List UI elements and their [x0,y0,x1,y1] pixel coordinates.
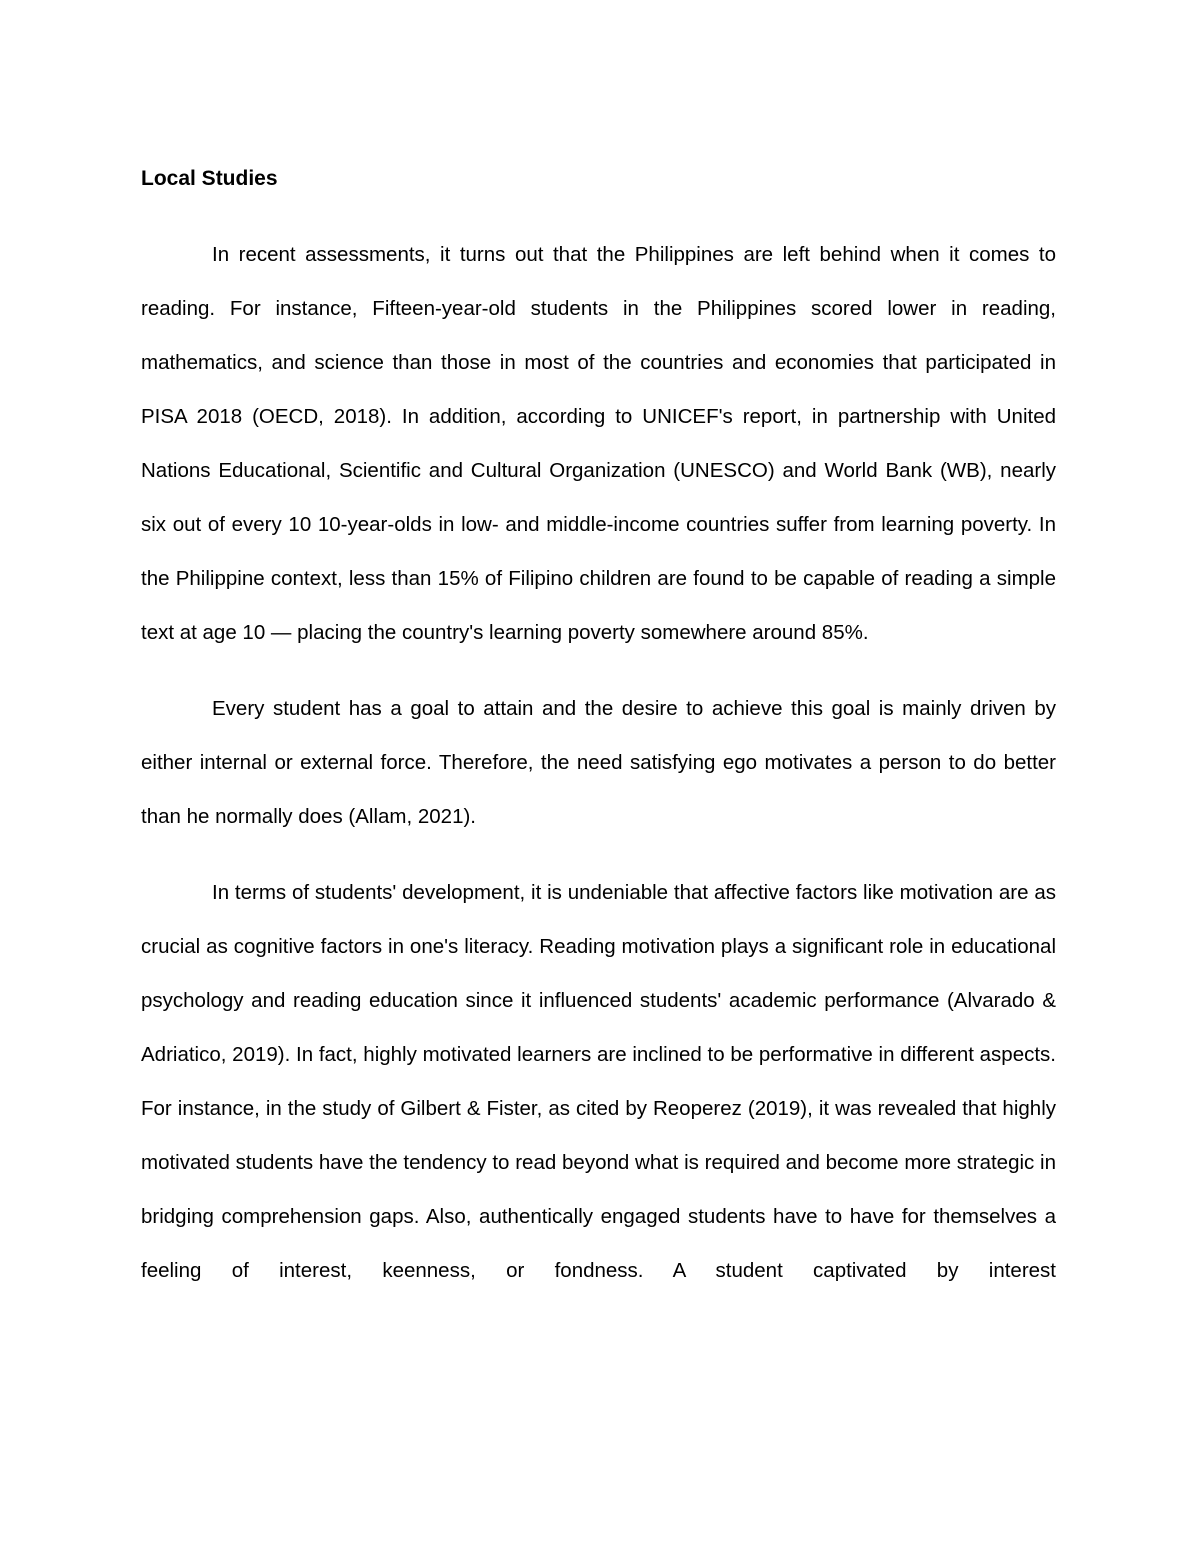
section-heading: Local Studies [141,167,278,190]
paragraph-learning-poverty: In recent assessments, it turns out that the Philippines are left behind when it comes to reading. For instance, Fifteen-year-old students in the Philippines scored lower in reading, mathematics, and science than those in most of the countries and economies that participated in PISA 2018 (OECD, 2018). In addition, according to UNICEF's report, in partnership with United Nations Educational, Scientific and Cultural Organization (UNESCO) and World Bank (WB), nearly six out of every 10 10-year-olds in low- and middle-income countries suffer from learning poverty. In the Philippine context, less than 15% of Filipino children are found to be capable of reading a simple text at age 10 — placing the country's learning poverty somewhere around 85%. [141,243,1056,644]
paragraph-reading-motivation: In terms of students' development, it is undeniable that affective factors like motivation are as crucial as cognitive factors in one's literacy. Reading motivation plays a significant role in educational psychology and reading education since it influenced students' academic performance (Alvarado & Adriatico, 2019). In fact, highly motivated learners are inclined to be performative in different aspects. For instance, in the study of Gilbert & Fister, as cited by Reoperez (2019), it was revealed that highly motivated students have the tendency to read beyond what is required and become more strategic in bridging comprehension gaps. Also, authentically engaged students have to have for themselves a feeling of interest, keenness, or fondness. A student captivated by interest [141,881,1056,1282]
document-body [141,152,1056,1320]
paragraph-student-goals: Every student has a goal to attain and the desire to achieve this goal is mainly driven by either internal or external force. Therefore, the need satisfying ego motivates a person to do better than he normally does (Allam, 2021). [141,697,1056,828]
